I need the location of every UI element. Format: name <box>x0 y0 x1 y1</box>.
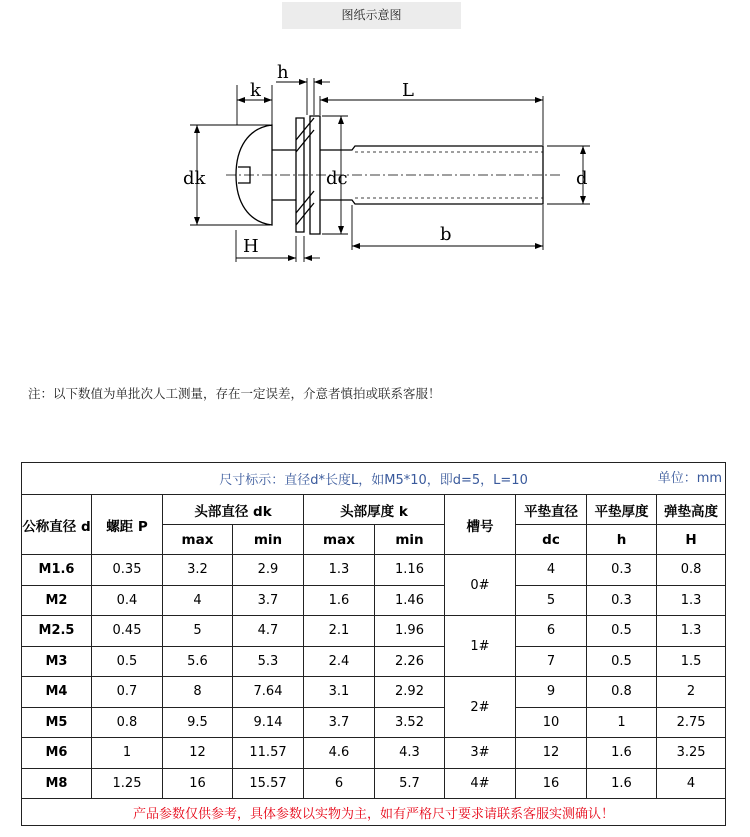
header-h: h <box>587 525 657 555</box>
cell-k-max: 2.1 <box>304 616 375 647</box>
cell-H: 4 <box>657 768 726 799</box>
cell-pitch: 1 <box>92 738 163 769</box>
header-H: H <box>657 525 726 555</box>
cell-size: M4 <box>22 677 92 708</box>
cell-dc: 10 <box>516 707 587 738</box>
cell-k-max: 1.3 <box>304 555 375 586</box>
header-k-max: max <box>304 525 375 555</box>
table-unit: 单位：mm <box>657 471 723 486</box>
cell-dc: 7 <box>516 646 587 677</box>
cell-k-max: 3.7 <box>304 707 375 738</box>
cell-dk-min: 9.14 <box>233 707 304 738</box>
cell-slot: 3# <box>445 738 516 769</box>
cell-k-max: 4.6 <box>304 738 375 769</box>
cell-dc: 16 <box>516 768 587 799</box>
cell-pitch: 0.7 <box>92 677 163 708</box>
table-caption-cell <box>22 463 726 495</box>
cell-dk-min: 15.57 <box>233 768 304 799</box>
label-d: d <box>576 168 588 189</box>
header-dk-max: max <box>163 525 233 555</box>
cell-dc: 4 <box>516 555 587 586</box>
cell-H: 1.3 <box>657 616 726 647</box>
cell-dk-max: 3.2 <box>163 555 233 586</box>
table-row <box>22 616 726 647</box>
cell-k-max: 3.1 <box>304 677 375 708</box>
cell-slot: 4# <box>445 768 516 799</box>
cell-dc: 12 <box>516 738 587 769</box>
cell-dk-min: 5.3 <box>233 646 304 677</box>
cell-dk-min: 2.9 <box>233 555 304 586</box>
cell-H: 2 <box>657 677 726 708</box>
cell-dc: 5 <box>516 585 587 616</box>
cell-H: 2.75 <box>657 707 726 738</box>
header-head-thk: 头部厚度 k <box>304 495 445 525</box>
cell-dk-max: 9.5 <box>163 707 233 738</box>
screw-diagram <box>0 55 750 270</box>
cell-slot: 0# <box>445 555 516 616</box>
cell-pitch: 0.5 <box>92 646 163 677</box>
table-caption: 尺寸标示：直径d*长度L，如M5*10，即d=5，L=10 <box>219 473 528 488</box>
header-dk-min: min <box>233 525 304 555</box>
cell-H: 1.3 <box>657 585 726 616</box>
label-dk: dk <box>183 168 206 189</box>
cell-dc: 6 <box>516 616 587 647</box>
cell-h: 0.3 <box>587 555 657 586</box>
header-spring-h: 弹垫高度 <box>657 495 726 525</box>
cell-dk-min: 3.7 <box>233 585 304 616</box>
label-dc: dc <box>326 168 348 189</box>
header-nominal: 公称直径 d <box>22 495 92 555</box>
table-row <box>22 768 726 799</box>
cell-dk-max: 16 <box>163 768 233 799</box>
cell-dk-min: 7.64 <box>233 677 304 708</box>
cell-pitch: 0.45 <box>92 616 163 647</box>
cell-k-min: 3.52 <box>375 707 445 738</box>
cell-h: 1.6 <box>587 768 657 799</box>
cell-dk-max: 5.6 <box>163 646 233 677</box>
cell-H: 0.8 <box>657 555 726 586</box>
cell-k-min: 5.7 <box>375 768 445 799</box>
cell-h: 0.8 <box>587 677 657 708</box>
cell-h: 0.3 <box>587 585 657 616</box>
measurement-note: 注：以下数值为单批次人工测量，存在一定误差，介意者慎拍或联系客服！ <box>28 386 441 401</box>
cell-size: M2 <box>22 585 92 616</box>
cell-k-min: 1.16 <box>375 555 445 586</box>
cell-dc: 9 <box>516 677 587 708</box>
header-dc: dc <box>516 525 587 555</box>
cell-h: 0.5 <box>587 616 657 647</box>
cell-size: M5 <box>22 707 92 738</box>
table-row <box>22 555 726 586</box>
cell-size: M3 <box>22 646 92 677</box>
cell-k-max: 2.4 <box>304 646 375 677</box>
table-row <box>22 738 726 769</box>
cell-pitch: 0.8 <box>92 707 163 738</box>
cell-size: M1.6 <box>22 555 92 586</box>
table-row <box>22 677 726 708</box>
diagram-title-tab: 图纸示意图 <box>282 2 461 29</box>
cell-dk-max: 4 <box>163 585 233 616</box>
label-b: b <box>440 224 452 245</box>
cell-dk-max: 8 <box>163 677 233 708</box>
cell-dk-max: 5 <box>163 616 233 647</box>
cell-slot: 1# <box>445 616 516 677</box>
cell-pitch: 1.25 <box>92 768 163 799</box>
cell-H: 3.25 <box>657 738 726 769</box>
header-k-min: min <box>375 525 445 555</box>
cell-pitch: 0.35 <box>92 555 163 586</box>
cell-H: 1.5 <box>657 646 726 677</box>
cell-h: 0.5 <box>587 646 657 677</box>
header-washer-thk: 平垫厚度 <box>587 495 657 525</box>
cell-dk-max: 12 <box>163 738 233 769</box>
cell-h: 1 <box>587 707 657 738</box>
cell-dk-min: 11.57 <box>233 738 304 769</box>
header-washer-dia: 平垫直径 <box>516 495 587 525</box>
cell-dk-min: 4.7 <box>233 616 304 647</box>
cell-size: M6 <box>22 738 92 769</box>
cell-slot: 2# <box>445 677 516 738</box>
cell-h: 1.6 <box>587 738 657 769</box>
table-row <box>22 646 726 677</box>
cell-k-min: 2.26 <box>375 646 445 677</box>
header-slot: 槽号 <box>445 495 516 555</box>
table-row <box>22 585 726 616</box>
cell-size: M8 <box>22 768 92 799</box>
cell-k-max: 1.6 <box>304 585 375 616</box>
cell-size: M2.5 <box>22 616 92 647</box>
header-head-dia: 头部直径 dk <box>163 495 304 525</box>
cell-k-min: 2.92 <box>375 677 445 708</box>
table-row <box>22 707 726 738</box>
spec-table <box>21 462 726 826</box>
cell-k-max: 6 <box>304 768 375 799</box>
header-pitch: 螺距 P <box>92 495 163 555</box>
cell-k-min: 4.3 <box>375 738 445 769</box>
label-h: h <box>277 62 289 83</box>
cell-k-min: 1.46 <box>375 585 445 616</box>
label-k: k <box>250 80 261 101</box>
label-H: H <box>243 236 259 257</box>
label-L: L <box>402 80 414 101</box>
cell-pitch: 0.4 <box>92 585 163 616</box>
cell-k-min: 1.96 <box>375 616 445 647</box>
table-footer-disclaimer: 产品参数仅供参考，具体参数以实物为主，如有严格尺寸要求请联系客服实测确认！ <box>22 799 726 826</box>
